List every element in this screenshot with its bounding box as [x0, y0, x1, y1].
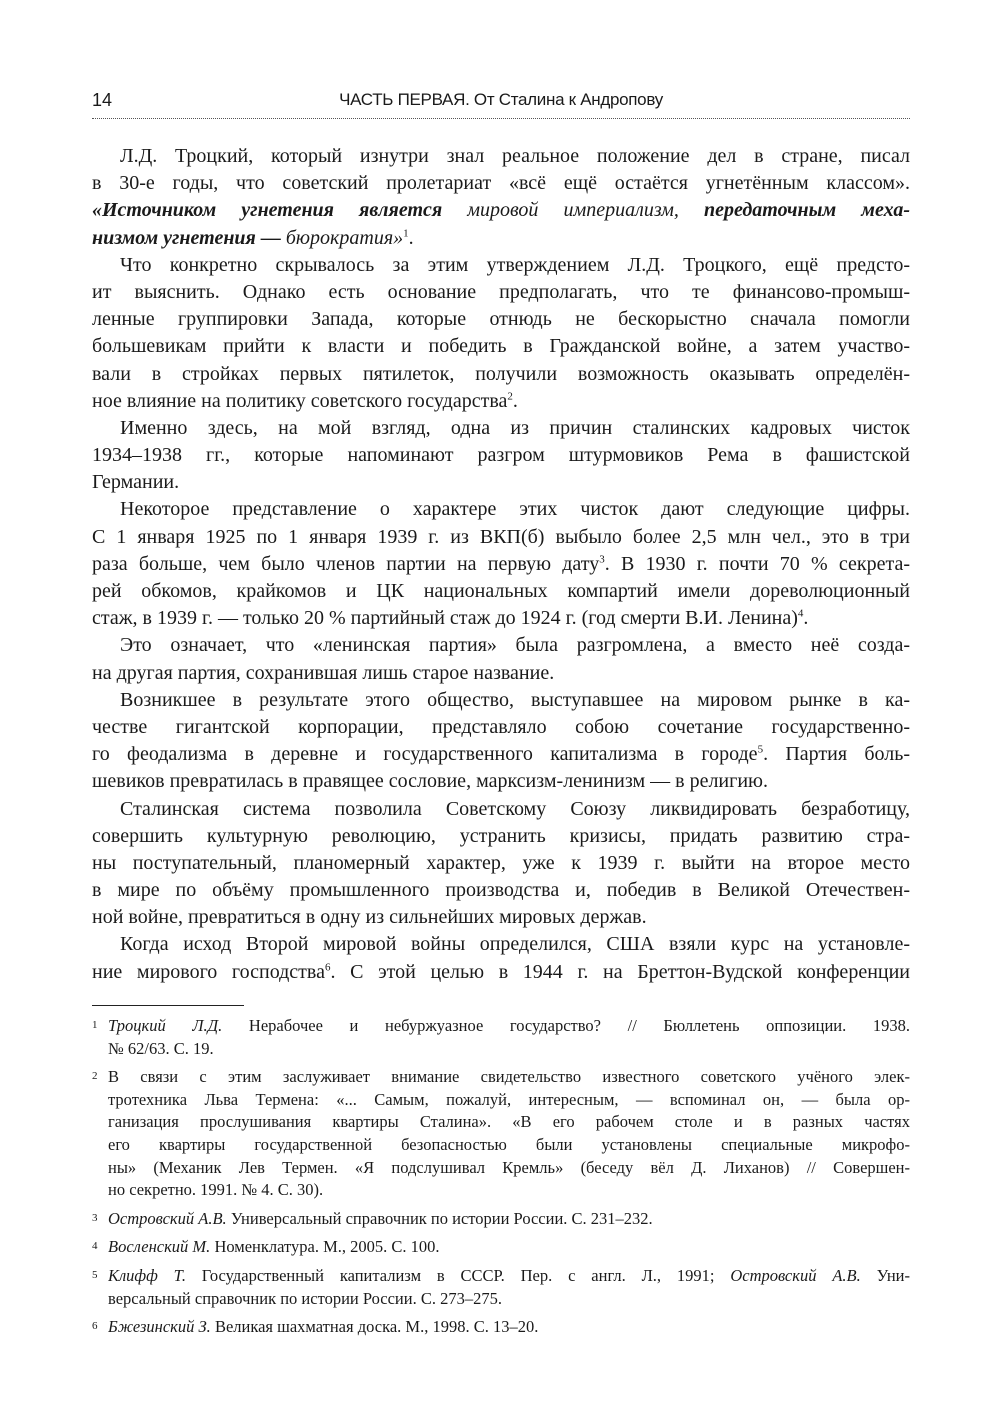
text-line: [92, 496, 910, 523]
paragraph: [92, 796, 910, 932]
footnote-line: [108, 1316, 910, 1339]
text-run: рей обкомов, крайкомов и ЦК национальных компартий имели дореволюционный: [92, 580, 910, 602]
text-line: [92, 796, 910, 823]
text-line: [92, 524, 910, 551]
text-run: Островский А.В.: [108, 1208, 227, 1228]
text-run: Островский А.В.: [730, 1265, 861, 1285]
paragraph: [92, 143, 910, 252]
text-run: мировой империализм,: [442, 199, 704, 222]
text-line: [92, 388, 910, 415]
text-line: [92, 632, 910, 659]
text-run: ленные группировки Запада, которые отнюдь не бескорыстно сначала помогли: [92, 308, 910, 331]
paragraph: [92, 632, 910, 686]
text-run: Нерабочее и небуржуазное государство? // Бюллетень оппозиции. 1938.: [222, 1016, 910, 1035]
text-run: № 62/63. С. 19.: [108, 1038, 214, 1058]
text-run: Номенклатура. М., 2005. С. 100.: [210, 1237, 440, 1257]
text-run: .: [803, 607, 809, 630]
text-run: ны поступательный, планомерный характер, уже к 1939 г. выйти на второе место: [92, 851, 910, 874]
paragraph: [92, 687, 910, 796]
text-run: Л.Д. Троцкий, который изнутри знал реальное положение дел в стране, писал: [120, 145, 910, 167]
text-run: ганизация прослушивания квартиры Сталина». «В его рабочем столе и в разных частях: [108, 1112, 910, 1132]
text-line: [92, 143, 910, 170]
text-run: передаточным меха-: [703, 199, 910, 222]
text-line: [92, 714, 910, 741]
text-run: ной войне, превратиться в одну из сильнейших мировых держав.: [92, 906, 647, 929]
footnote-divider: [92, 1005, 244, 1006]
text-run: Универсальный справочник по истории России. С. 231–232.: [226, 1208, 653, 1228]
footnote-line: [108, 1089, 910, 1112]
text-line: [92, 333, 910, 360]
footnote-number: 3: [92, 1211, 98, 1224]
text-run: Возникшее в результате этого общество, выступавшее на мировом рынке в ка-: [120, 688, 910, 711]
text-line: [92, 551, 910, 578]
footnote-ref: 2: [507, 390, 513, 403]
text-run: Великая шахматная доска. М., 1998. С. 13–20.: [210, 1317, 539, 1337]
text-run: С 1 января 1925 по 1 января 1939 г. из ВКП(б) выбыло более 2,5 млн чел., это в три: [92, 525, 910, 548]
text-line: [92, 578, 910, 605]
text-run: большевикам прийти к власти и победить в Гражданской войне, а затем участво-: [92, 335, 910, 358]
footnote: [92, 1066, 910, 1202]
text-run: «Источником угнетения является: [92, 199, 443, 222]
footnote-line: [108, 1066, 910, 1089]
header-divider: [92, 118, 910, 119]
text-line: [92, 877, 910, 904]
text-line: [92, 279, 910, 306]
footnote-ref: 6: [324, 960, 331, 973]
text-line: [92, 225, 910, 252]
text-run: на другая партия, сохранившая лишь старое название.: [92, 661, 555, 684]
footnote-ref: 5: [757, 743, 764, 756]
footnote-ref: 3: [599, 553, 605, 566]
text-line: [92, 741, 910, 768]
footnote: [92, 1015, 910, 1060]
body-text: [92, 143, 910, 986]
text-run: бюрократия»: [285, 226, 404, 249]
text-line: [92, 170, 910, 197]
text-run: 1934–1938 гг., которые напоминают разгром штурмовиков Рема в фашистской: [92, 444, 910, 467]
text-run: низмом угнетения —: [92, 226, 286, 249]
paragraph: [92, 415, 910, 497]
text-run: но секретно. 1991. № 4. С. 30).: [108, 1180, 324, 1200]
text-run: Уни-: [860, 1265, 910, 1285]
text-run: Германии.: [92, 471, 180, 494]
text-line: [92, 823, 910, 850]
running-title: ЧАСТЬ ПЕРВАЯ. От Сталина к Андропову: [339, 90, 663, 109]
text-line: [92, 197, 910, 224]
text-line: [92, 442, 910, 469]
text-line: [92, 931, 910, 958]
text-line: [92, 252, 910, 279]
footnote-ref: 1: [403, 226, 409, 239]
footnote-number: 6: [92, 1320, 98, 1333]
text-run: честве гигантской корпорации, представляло собою сочетание государственно-: [92, 715, 910, 738]
text-run: Что конкретно скрывалось за этим утверждением Л.Д. Троцкого, ещё предсто-: [120, 253, 910, 276]
footnote-line: [108, 1038, 910, 1061]
text-run: тротехника Льва Термена: «... Самым, пожалуй, интересным, — вспоминал он, — была ор-: [108, 1089, 910, 1109]
footnote-line: [108, 1236, 910, 1259]
text-run: го феодализма в деревне и государственного капитализма в городе: [92, 743, 758, 766]
text-line: [92, 415, 910, 442]
footnote-line: [108, 1265, 910, 1288]
text-run: . Партия боль-: [763, 743, 910, 766]
page-number: 14: [92, 90, 113, 110]
footnote: [92, 1316, 910, 1339]
text-run: стаж, в 1939 г. — только 20 % партийный стаж до 1924 г. (год смерти В.И. Ленина): [92, 607, 798, 630]
footnote-line: [108, 1134, 910, 1157]
text-run: Именно здесь, на мой взгляд, одна из причин сталинских кадровых чисток: [120, 416, 910, 439]
text-line: [92, 469, 910, 496]
footnote-line: [108, 1015, 910, 1038]
text-line: [92, 660, 910, 687]
text-run: Некоторое представление о характере этих чисток дают следующие цифры.: [120, 498, 910, 521]
footnote-line: [108, 1157, 910, 1180]
text-run: .: [512, 389, 518, 412]
text-run: его квартиры государственной безопасностью были установлены специальные микрофо-: [108, 1134, 910, 1154]
text-line: [92, 959, 910, 986]
paragraph: [92, 496, 910, 632]
text-run: Государственный капитализм в СССР. Пер. с англ. Л., 1991;: [185, 1265, 731, 1285]
footnote-number: 1: [92, 1019, 98, 1031]
running-header: [92, 86, 910, 116]
text-run: раза больше, чем было членов партии на первую дату: [92, 552, 600, 575]
text-run: Клифф Т.: [108, 1265, 186, 1285]
text-line: [92, 361, 910, 388]
text-run: В связи с этим заслуживает внимание свидетельство известного советского учёного элек-: [108, 1067, 910, 1087]
footnote-line: [108, 1111, 910, 1134]
paragraph: [92, 931, 910, 985]
text-run: Восленский М.: [108, 1237, 211, 1257]
text-run: ит выяснить. Однако есть основание предполагать, что те финансово-промыш-: [92, 280, 910, 303]
text-line: [92, 850, 910, 877]
footnote-line: [108, 1208, 910, 1231]
text-run: в мире по объёму промышленного производства и, победив в Великой Отечествен-: [92, 879, 910, 902]
footnote: [92, 1236, 910, 1259]
text-run: Троцкий Л.Д.: [108, 1016, 223, 1035]
text-run: . В 1930 г. почти 70 % секрета-: [604, 552, 910, 575]
footnote-line: [108, 1179, 910, 1202]
footnote-number: 2: [92, 1070, 98, 1083]
text-line: [92, 904, 910, 931]
text-run: .: [408, 226, 414, 249]
text-run: в 30-е годы, что советский пролетариат «всё ещё остаётся угнетённым классом».: [92, 172, 910, 195]
footnotes: [92, 1015, 910, 1345]
text-run: версальный справочник по истории России. С. 273–275.: [108, 1288, 502, 1308]
text-run: Это означает, что «ленинская партия» была разгромлена, а вместо неё созда-: [120, 634, 910, 657]
footnote-ref: 4: [797, 607, 804, 620]
text-line: [92, 687, 910, 714]
footnote-number: 5: [92, 1268, 98, 1281]
paragraph: [92, 252, 910, 415]
text-line: [92, 306, 910, 333]
footnote-number: 4: [92, 1240, 98, 1253]
text-run: вали в стройках первых пятилеток, получили возможность оказывать определён-: [92, 362, 910, 385]
text-run: Бжезинский З.: [108, 1317, 211, 1337]
text-run: ние мирового господства: [92, 960, 325, 983]
text-run: совершить культурную революцию, устранить кризисы, придать развитию стра-: [92, 824, 910, 847]
text-run: Когда исход Второй мировой войны определился, США взяли курс на установле-: [120, 933, 910, 956]
text-run: . С этой целью в 1944 г. на Бреттон-Вудской конференции: [330, 960, 910, 983]
text-run: ны» (Механик Лев Термен. «Я подслушивал Кремль» (беседу вёл Д. Лиханов) // Совершен-: [108, 1157, 910, 1177]
text-run: ное влияние на политику советского государства: [92, 389, 508, 412]
footnote: [92, 1208, 910, 1231]
text-line: [92, 768, 910, 795]
text-run: шевиков превратилась в правящее сословие, марксизм-ленинизм — в религию.: [92, 770, 768, 793]
text-line: [92, 605, 910, 632]
text-run: Сталинская система позволила Советскому Союзу ликвидировать безработицу,: [120, 797, 910, 820]
footnote-line: [108, 1288, 910, 1311]
footnote: [92, 1265, 910, 1310]
